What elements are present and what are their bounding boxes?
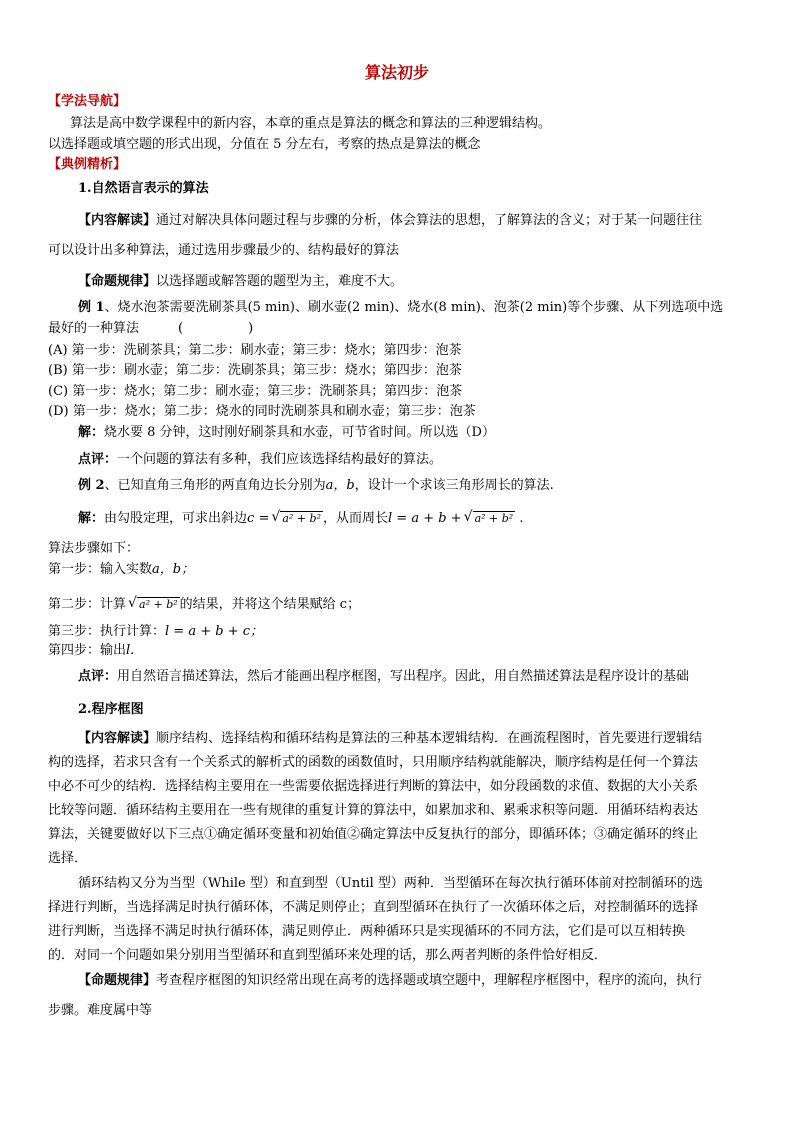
part2-para2-line-1: 循环结构又分为当型（While 型）和直到型（Until 型）两种．当型循环在每次执行循环体前对控制循环的选 [78,876,703,891]
solution-text: 烧水要 8 分钟，这时刚好刷茶具和水壶，可节省时间。所以选（D） [104,425,495,440]
content-label: 【内容解读】 [78,731,157,746]
step3-formula: l = a + b + c； [165,624,263,639]
step-2 [48,597,360,613]
solution-label: 解： [78,425,105,440]
part2-para2-line-2: 择进行判断，当选择满足时执行循环体，不满足则停止；直到型循环在执行了一次循环体之后，对控制循环的选择 [48,900,699,915]
step-1 [48,562,194,578]
sqrt-expression-3 [128,597,180,613]
part1-content-line-2: 可以设计出多种算法，通过选用步骤最少的、结构最好的算法 [48,243,400,258]
sqrt-expression-2 [464,511,516,527]
step3-label: 第三步：执行计算： [48,624,166,639]
part2-content-line-6: 选择． [48,851,88,866]
solution-text-1: 由勾股定理，可求出斜边 [104,511,248,526]
hypotenuse-formula: c = [247,511,270,526]
step2-label: 第二步：计算 [48,597,127,612]
steps-intro: 算法步骤如下： [48,541,140,556]
content-text: 顺序结构、选择结构和循环结构是算法的三种基本逻辑结构．在画流程图时，首先要进行逻辑结 [156,731,703,746]
part2-content-line-3: 中必不可少的结构．选择结构主要用在一些需要依据选择进行判断的算法中，如分段函数的求值、数据的大小关系 [48,779,699,794]
part2-content-line-2: 构的选择，若求只含有一个关系式的解析式的函数的函数值时，只用顺序结构就能解决，顺序结构是任何一个算法 [48,755,699,770]
example1-label: 例 1 [78,300,105,315]
part2-para2-line-4: 的．对同一个问题如果分别用当型循环和直到型循环来处理的话，那么两者判断的条件恰好相反． [48,948,608,963]
step2-text: 的结果，并将这个结果赋给 c； [179,597,361,612]
solution-text-2: ，从而周长 [322,511,388,526]
rule-label: 【命题规律】 [78,973,157,988]
part2-rule-line-1 [78,973,702,989]
content-text: 通过对解决具体问题过程与步骤的分析，体会算法的思想，了解算法的含义；对于某一问题往往 [156,213,703,228]
example2-vars: a，b [325,478,355,493]
option-d: (D) 第一步：烧水；第二步：烧水的同时洗刷茶具和刷水壶；第三步：泡茶 [48,404,476,419]
example2-text-2: ，设计一个求该三角形周长的算法. [354,478,554,493]
comment-label: 点评： [78,452,118,467]
option-c: (C) 第一步：烧水；第二步：刷水壶；第三步：洗刷茶具；第四步：泡茶 [48,384,463,399]
example2-comment [78,669,689,685]
guide-para-1: 算法是高中数学课程中的新内容，本章的重点是算法的概念和算法的三种逻辑结构。 [70,116,552,131]
part2-rule-line-2: 步骤。难度属中等 [48,1003,153,1018]
radicand-3: a² + b² [139,598,178,611]
comment-text: 用自然语言描述算法，然后才能画出程序框图，写出程序。因此，用自然描述算法是程序设计的基础 [117,669,690,684]
rule-label: 【命题规律】 [78,274,157,289]
content-label: 【内容解读】 [78,213,157,228]
page-title: 算法初步 [364,63,429,82]
step1-vars: a，b； [152,562,195,577]
part1-content-line-1 [78,213,702,229]
part2-content-line-5: 算法，关键要做好以下三点①确定循环变量和初始值②确定算法中反复执行的部分，即循环体；③确定循环的终止 [48,827,699,842]
part2-para2-line-3: 进行判断，当选择不满足时执行循环体，满足则停止．两种循环只是实现循环的不同方法，它们是可以互相转换 [48,924,686,939]
example1-line-1 [78,300,723,316]
option-a: (A) 第一步：洗刷茶具；第二步：刷水壶；第三步：烧水；第四步：泡茶 [48,343,462,358]
radicand-2: a² + b² [474,512,514,525]
solution-label: 解： [78,511,105,526]
example1-text: 、烧水泡茶需要洗刷茶具(5 min)、刷水壶(2 min)、烧水(8 min)、泡茶(2 min)等个步骤、从下列选项中选 [104,300,724,315]
example1-solution [78,425,495,441]
comment-label: 点评： [78,669,118,684]
step4-var: l. [126,643,135,658]
step-4 [48,643,134,659]
part1-rule [78,274,403,290]
part2-content-line-1 [78,731,702,747]
examples-heading: 【典例精析】 [48,157,127,172]
part2-content-line-4: 比较等问题．循环结构主要用在一些有规律的重复计算的算法中，如累加求和、累乘求积等问题．用循环结构表达 [48,803,699,818]
rule-text: 考查程序框图的知识经常出现在高考的选择题或填空题中，理解程序框图中，程序的流向，执行 [156,973,703,988]
step1-label: 第一步：输入实数 [48,562,153,577]
step-3 [48,624,263,640]
part2-title: 2.程序框图 [78,702,144,717]
sqrt-expression [271,511,323,527]
option-b: (B) 第一步：刷水壶；第二步：洗刷茶具；第三步：烧水；第四步：泡茶 [48,363,462,378]
radicand: a² + b² [282,512,321,525]
step4-label: 第四步：输出 [48,643,127,658]
example1-line-2: 最好的一种算法 ( ) [48,321,254,336]
rule-text: 以选择题或解答题的题型为主，难度不大。 [156,274,404,289]
comment-text: 一个问题的算法有多种，我们应该选择结构最好的算法。 [117,452,443,467]
perimeter-formula: l = a + b + [388,511,462,526]
guide-heading: 【学法导航】 [48,94,127,109]
example1-comment [78,452,442,468]
example2-solution: 解：由勾股定理，可求出斜边c =√ a² + b² ，从而周长l = a + b +√ a² + b² . [78,511,523,527]
example2-text: 、已知直角三角形的两直角边长分别为 [104,478,326,493]
guide-para-2: 以选择题或填空题的形式出现，分值在 5 分左右，考察的热点是算法的概念 [48,137,481,152]
part1-title: 1.自然语言表示的算法 [78,181,209,196]
example2-label: 例 2 [78,478,105,493]
example2-line [78,478,554,494]
